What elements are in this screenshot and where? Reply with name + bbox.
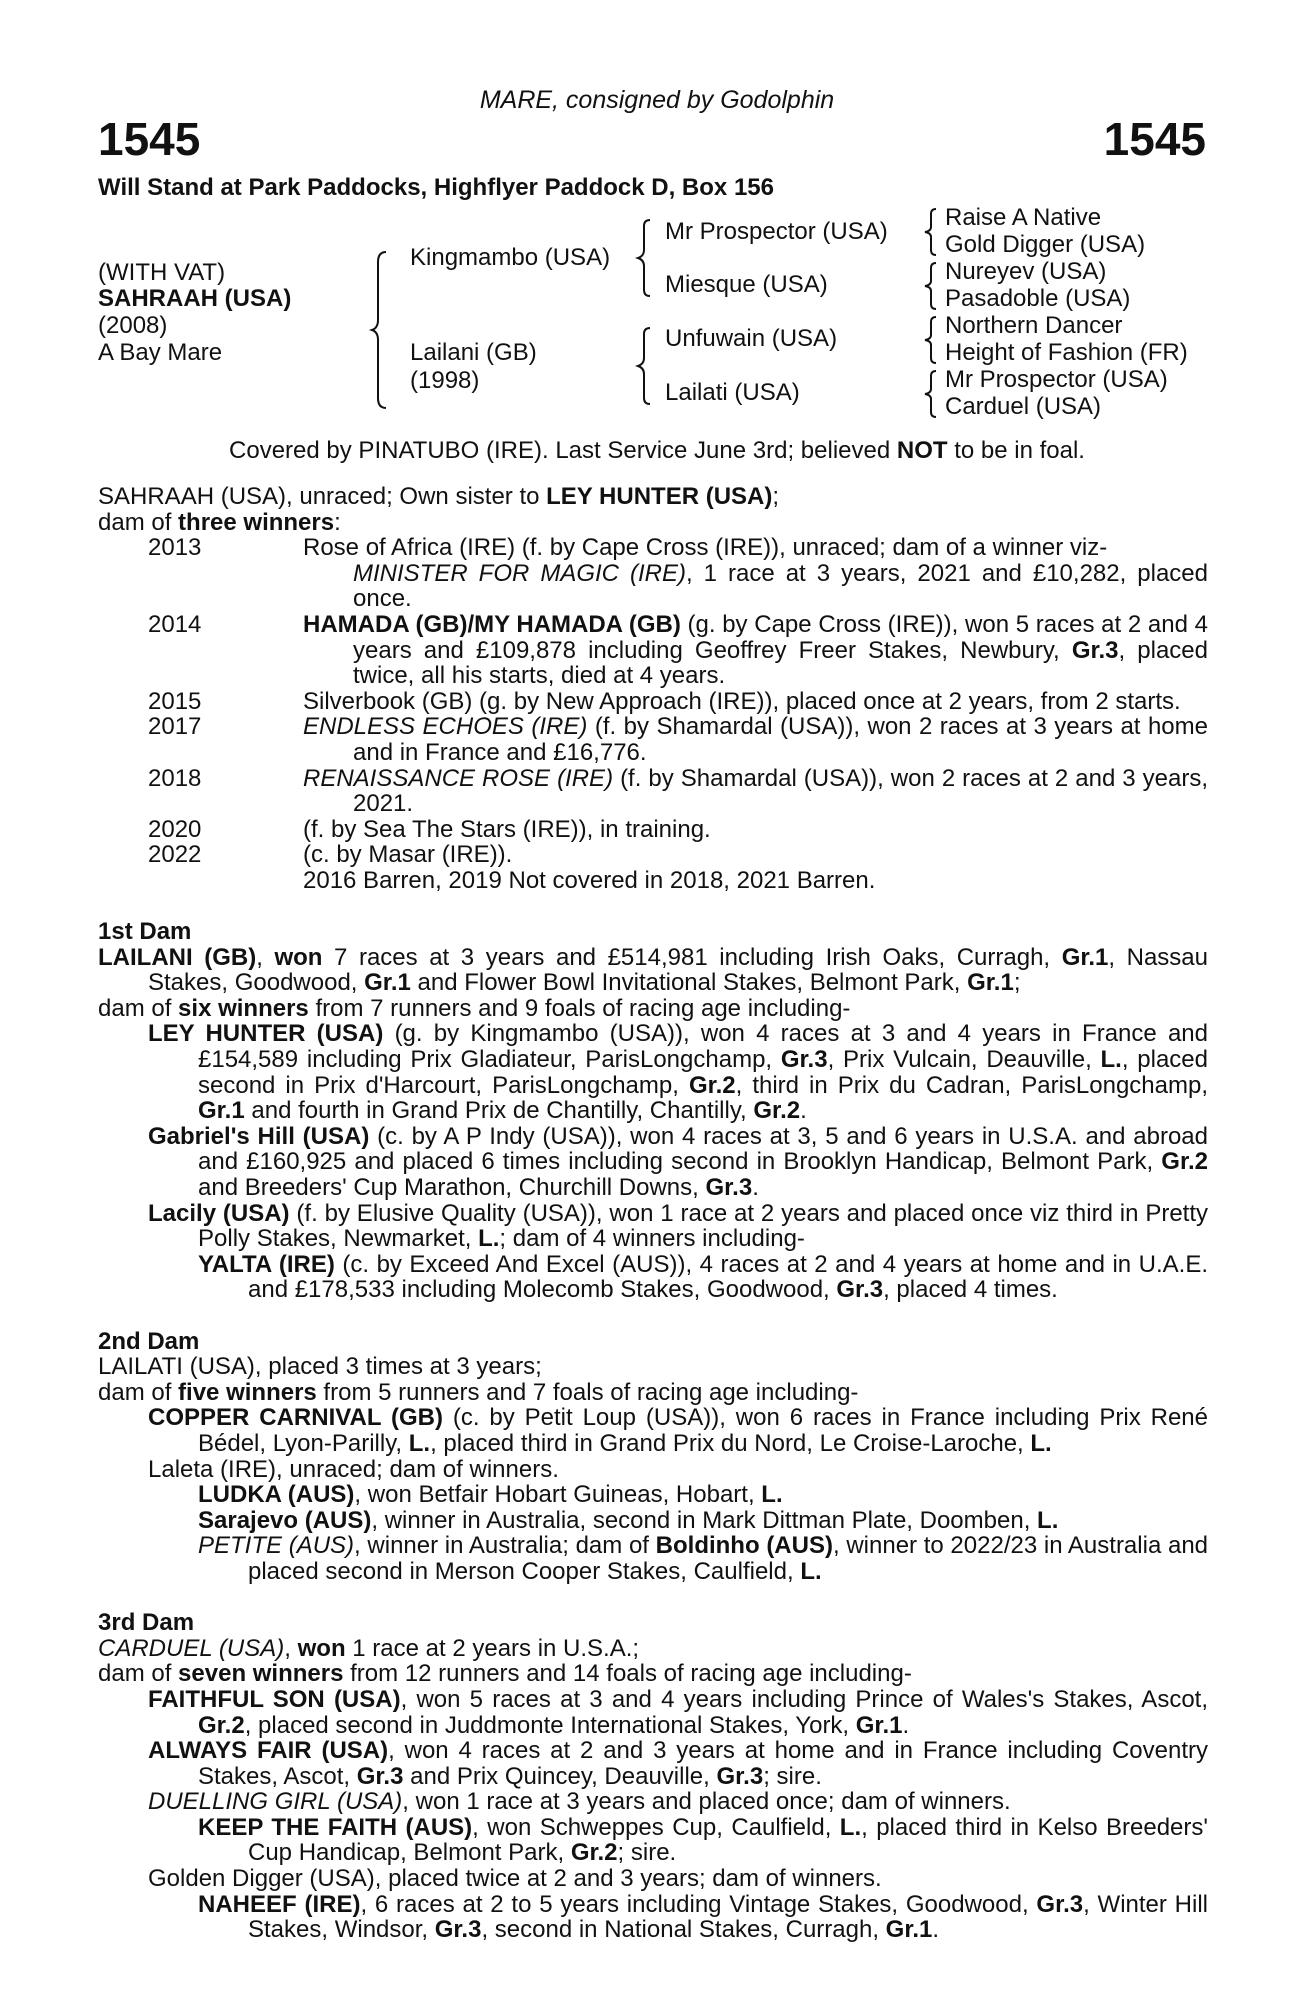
- ancestor-4: Pasadoble (USA): [945, 285, 1131, 312]
- second-dam-offspring: Laleta (IRE), unraced; dam of winners.: [148, 1455, 559, 1483]
- second-dam-offspring: COPPER CARNIVAL (GB) (c. by Petit Loup (USA)), won 6 races in France including Prix René Bédel, Lyon-Parilly, L., placed third in Grand Prix du Nord, Le Croise-Laroche, L.: [148, 1404, 1208, 1457]
- brace-g3: [922, 315, 942, 365]
- first-dam-offspring: LEY HUNTER (USA) (g. by Kingmambo (USA)), won 4 races at 3 and 4 years in France and £154,589 including Prix Gladiateur, ParisLongchamp, Gr.3, Prix Vulcain, Deauville, L., placed second in Prix d'Harcourt, ParisLongchamp, Gr.2, third in Prix du Cadran, ParisLongchamp, Gr.1 and fourth in Grand Prix de Chantilly, Chantilly, Gr.2.: [148, 1020, 1209, 1125]
- sire-dam: Miesque (USA): [665, 271, 828, 298]
- dam-dam: Lailati (USA): [665, 379, 800, 406]
- consignment-line: MARE, consigned by Godolphin: [479, 86, 835, 114]
- second-dam-record: LAILATI (USA), placed 3 times at 3 years;: [98, 1353, 542, 1381]
- first-dam-produce: dam of six winners from 7 runners and 9 foals of racing age including-: [98, 994, 851, 1022]
- brace-g1: [922, 207, 942, 257]
- first-dam-grand-offspring: YALTA (IRE) (c. by Exceed And Excel (AUS)), 4 races at 2 and 4 years at home and in U.A.E. and £178,533 including Molecomb Stakes, Goodwood, Gr.3, placed 4 times.: [198, 1250, 1208, 1304]
- brace-g2: [922, 261, 942, 311]
- second-dam-grand-offspring: Sarajevo (AUS), winner in Australia, second in Mark Dittman Plate, Doomben, L.: [198, 1506, 1059, 1534]
- second-dam-grand-offspring: LUDKA (AUS), won Betfair Hobart Guineas, Hobart, L.: [198, 1481, 783, 1509]
- intro-line: SAHRAAH (USA), unraced; Own sister to LEY HUNTER (USA);: [98, 483, 780, 510]
- third-dam-produce: dam of seven winners from 12 runners and 14 foals of racing age including-: [98, 1660, 912, 1688]
- first-dam-offspring: Lacily (USA) (f. by Elusive Quality (USA)), won 1 race at 2 years and placed once viz third in Pretty Polly Stakes, Newmarket, L.; dam of 4 winners including-: [148, 1199, 1208, 1253]
- foal-entry: 2018 RENAISSANCE ROSE (IRE) (f. by Shamardal (USA)), won 2 races at 2 and 3 years, 2021.: [148, 764, 1208, 818]
- third-dam-offspring: Golden Digger (USA), placed twice at 2 and 3 years; dam of winners.: [148, 1865, 882, 1893]
- catalogue-body: [98, 484, 1208, 1943]
- first-dam-offspring: Gabriel's Hill (USA) (c. by A P Indy (USA)), won 4 races at 3, 5 and 6 years in U.S.A. and abroad and £160,925 and placed 6 times including second in Brooklyn Handicap, Belmont Park, Gr.2 and Breeders' Cup Marathon, Churchill Downs, Gr.3.: [148, 1122, 1209, 1202]
- third-dam-grand-offspring: KEEP THE FAITH (AUS), won Schweppes Cup, Caulfield, L., placed third in Kelso Breeders' Cup Handicap, Belmont Park, Gr.2; sire.: [198, 1813, 1208, 1867]
- ancestor-2: Gold Digger (USA): [945, 231, 1146, 258]
- lot-number-right: 1545: [1103, 113, 1206, 165]
- sire: Kingmambo (USA): [410, 244, 611, 271]
- ancestor-1: Raise A Native: [945, 204, 1102, 231]
- foal-entry: 2017 ENDLESS ECHOES (IRE) (f. by Shamardal (USA)), won 2 races at 3 years at home and in France and £16,776.: [148, 713, 1208, 766]
- third-dam-heading: 3rd Dam: [98, 1609, 195, 1637]
- horse-description: A Bay Mare: [98, 339, 223, 366]
- sire-sire: Mr Prospector (USA): [665, 218, 888, 245]
- ancestor-3: Nureyev (USA): [945, 258, 1107, 285]
- foal-entry: 2014 HAMADA (GB)/MY HAMADA (GB) (g. by Cape Cross (IRE)), won 5 races at 2 and 4 years and £109,878 including Geoffrey Freer Stakes, Newbury, Gr.3, placed twice, all his starts, died at 4 years.: [148, 610, 1209, 690]
- third-dam-record: CARDUEL (USA), won 1 race at 2 years in U.S.A.;: [98, 1634, 640, 1662]
- dam-year: (1998): [410, 367, 480, 394]
- dam: Lailani (GB): [410, 339, 537, 366]
- second-dam-grand-offspring: PETITE (AUS), winner in Australia; dam of Boldinho (AUS), winner to 2022/23 in Australia and placed second in Merson Cooper Stakes, Caulfield, L.: [198, 1532, 1209, 1585]
- ancestor-6: Height of Fashion (FR): [945, 339, 1188, 366]
- second-dam-produce: dam of five winners from 5 runners and 7 foals of racing age including-: [98, 1378, 859, 1406]
- horse-year: (2008): [98, 312, 168, 339]
- ancestor-8: Carduel (USA): [945, 393, 1102, 420]
- foal-entry: 2015 Silverbook (GB) (g. by New Approach (IRE)), placed once at 2 years, from 2 starts.: [148, 687, 1181, 715]
- intro-dam-of: dam of three winners:: [98, 508, 341, 536]
- foal-entry: 2016 Barren, 2019 Not covered in 2018, 2021 Barren.: [303, 866, 876, 894]
- brace-main: [370, 250, 390, 410]
- foal-entry: 2020 (f. by Sea The Stars (IRE)), in training.: [148, 815, 711, 843]
- foal-entry: MINISTER FOR MAGIC (IRE), 1 race at 3 years, 2021 and £10,282, placed once.: [353, 559, 1208, 613]
- third-dam-offspring: FAITHFUL SON (USA), won 5 races at 3 and 4 years including Prince of Wales's Stakes, Ascot, Gr.2, placed second in Juddmonte International Stakes, York, Gr.1.: [148, 1685, 1208, 1739]
- brace-dam: [636, 326, 656, 406]
- stand-location: Will Stand at Park Paddocks, Highflyer Paddock D, Box 156: [98, 174, 774, 201]
- horse-name: SAHRAAH (USA): [98, 285, 292, 312]
- foal-entry: 2013 Rose of Africa (IRE) (f. by Cape Cross (IRE)), unraced; dam of a winner viz-: [148, 534, 1108, 562]
- third-dam-offspring: DUELLING GIRL (USA), won 1 race at 3 years and placed once; dam of winners.: [148, 1788, 1011, 1816]
- third-dam-offspring: ALWAYS FAIR (USA), won 4 races at 2 and 3 years at home and in France including Coventry Stakes, Ascot, Gr.3 and Prix Quincey, Deauville, Gr.3; sire.: [148, 1737, 1208, 1790]
- foal-entry: 2022 (c. by Masar (IRE)).: [148, 841, 513, 869]
- brace-sire: [636, 218, 656, 298]
- first-dam-record: LAILANI (GB), won 7 races at 3 years and £514,981 including Irish Oaks, Curragh, Gr.1, Nassau Stakes, Goodwood, Gr.1 and Flower Bowl Invitational Stakes, Belmont Park, Gr.1;: [98, 943, 1209, 997]
- first-dam-heading: 1st Dam: [98, 918, 192, 946]
- lot-number-left: 1545: [98, 113, 201, 165]
- brace-g4: [922, 369, 942, 419]
- vat-note: (WITH VAT): [98, 259, 226, 286]
- ancestor-5: Northern Dancer: [945, 312, 1123, 339]
- third-dam-grand-offspring: NAHEEF (IRE), 6 races at 2 to 5 years including Vintage Stakes, Goodwood, Gr.3, Winter Hill Stakes, Windsor, Gr.3, second in National Stakes, Curragh, Gr.1.: [198, 1890, 1209, 1944]
- ancestor-7: Mr Prospector (USA): [945, 366, 1168, 393]
- dam-sire: Unfuwain (USA): [665, 325, 838, 352]
- second-dam-heading: 2nd Dam: [98, 1327, 200, 1355]
- covered-note: Covered by PINATUBO (IRE). Last Service June 3rd; believed NOT to be in foal.: [229, 437, 1085, 464]
